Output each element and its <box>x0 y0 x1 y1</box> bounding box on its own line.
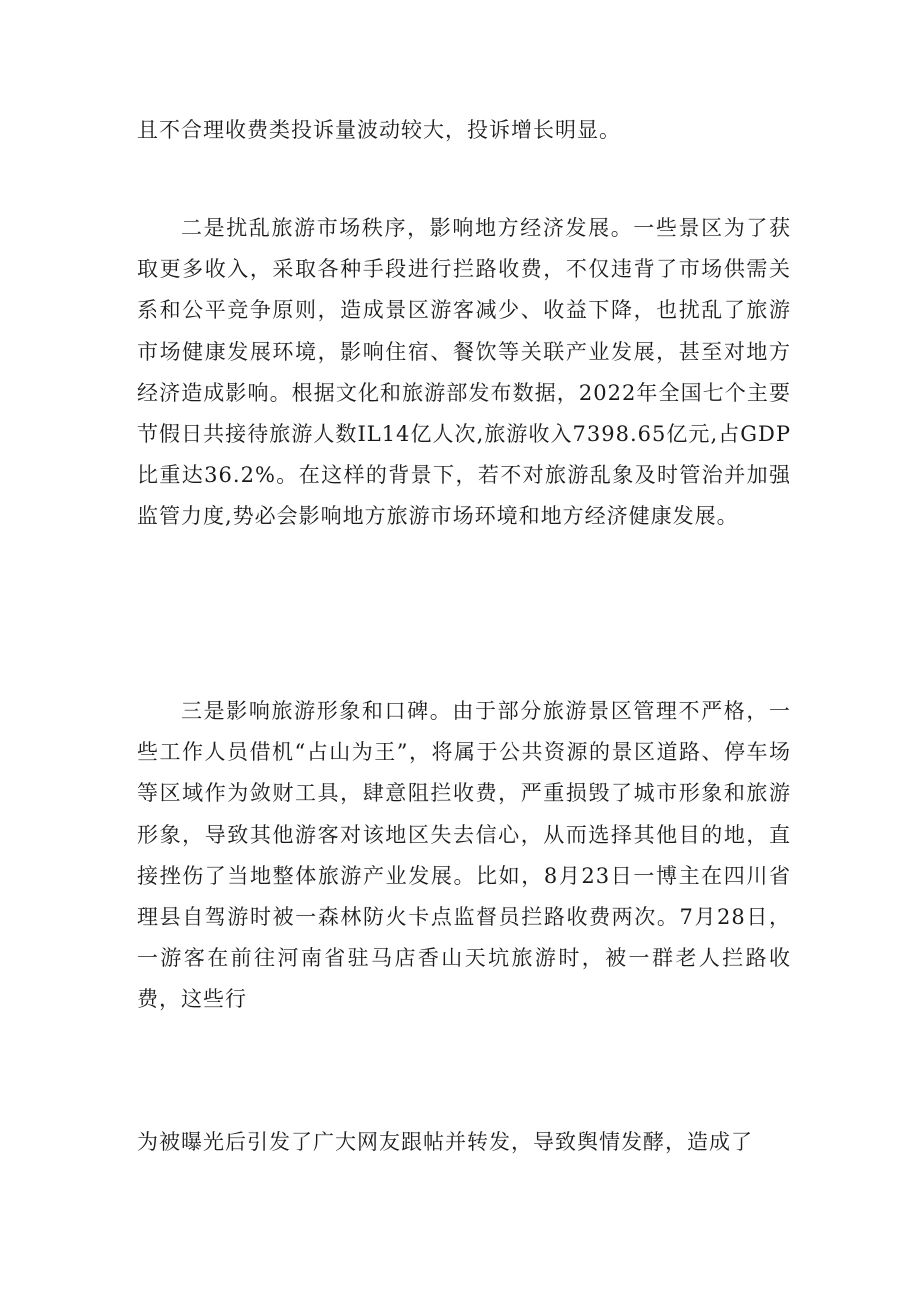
paragraph-market-order: 二是扰乱旅游市场秩序，影响地方经济发展。一些景区为了获取更多收入，采取各种手段进行拦路收费，不仅违背了市场供需关系和公平竞争原则，造成景区游客减少、收益下降，也扰乱了旅游市场健康发展环境，影响住宿、餐饮等关联产业发展，甚至对地方经济造成影响。根据文化和旅游部发布数据，2022年全国七个主要节假日共接待旅游人数IL14亿人次,旅游收入7398.65亿元,占GDP比重达36.2%。在这样的背景下，若不对旅游乱象及时管治并加强监管力度,势必会影响地方旅游市场环境和地方经济健康发展。 <box>137 216 791 529</box>
paragraph-next-page: 为被曝光后引发了广大网友跟帖并转发，导致舆情发酵，造成了 <box>137 1130 753 1154</box>
paragraph-tourism-image: 三是影响旅游形象和口碑。由于部分旅游景区管理不严格，一些工作人员借机“占山为王”，将属于公共资源的景区道路、停车场等区域作为敛财工具，肆意阻拦收费，严重损毁了城市形象和旅游形象，导致其他游客对该地区失去信心，从而选择其他目的地，直接挫伤了当地整体旅游产业发展。比如，8月23日一博主在四川省理县自驾游时被一森林防火卡点监督员拦路收费两次。7月28日，一游客在前往河南省驻马店香山天坑旅游时，被一群老人拦路收费，这些行 <box>137 699 791 1012</box>
paragraph-continuation: 且不合理收费类投诉量波动较大，投诉增长明显。 <box>137 118 621 142</box>
